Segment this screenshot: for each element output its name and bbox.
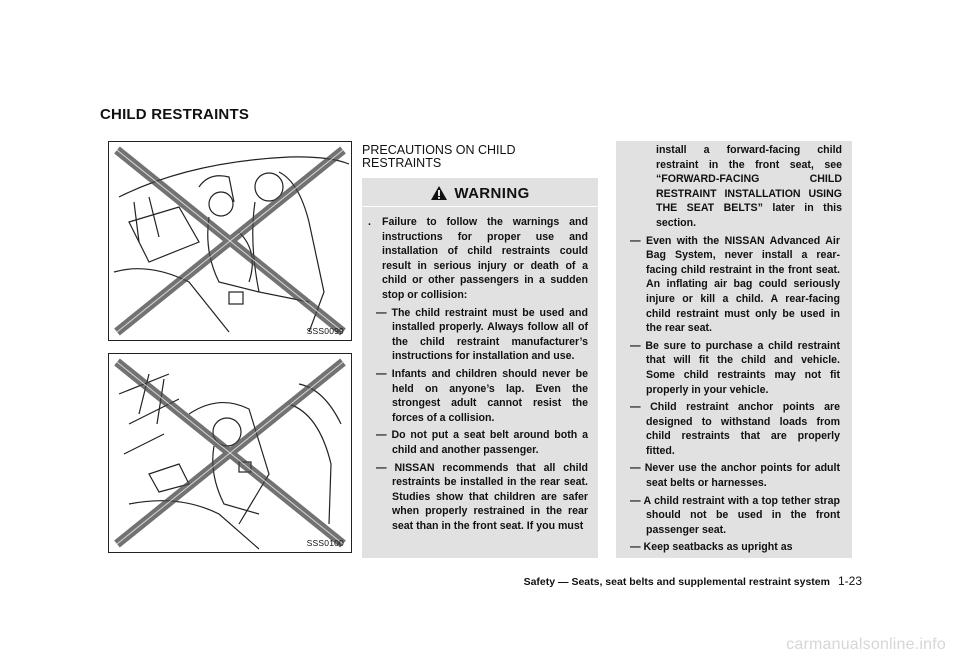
page-number: 1-23 <box>837 574 862 588</box>
warning-box-continued <box>616 141 852 558</box>
figure-code: SSS0100 <box>306 538 344 548</box>
section-title: CHILD RESTRAINTS <box>100 106 250 123</box>
watermark: carmanualsonline.info <box>786 636 946 653</box>
warning-box <box>362 178 598 558</box>
warning-item: — Do not put a seat belt around both a child and another passenger. <box>376 429 588 456</box>
figure-rear-facing-airbag <box>108 353 352 553</box>
bullet-dot: . <box>368 216 371 228</box>
warning-bullet <box>362 215 598 303</box>
warning-header <box>362 180 598 207</box>
figure-front-seat-child <box>108 141 352 341</box>
warning-triangle-icon <box>430 185 448 201</box>
warning-item: — Infants and children should never be held on anyone’s lap. Even the strongest adult cannot resist the forces of a collision. <box>376 367 588 424</box>
warning-item: — Keep seatbacks as upright as <box>630 541 793 554</box>
warning-item: — Be sure to purchase a child restraint that will fit the child and vehicle. Some child restraints may not fit properly in your vehicle. <box>630 339 840 396</box>
page-footer <box>482 574 862 588</box>
figure-code: SSS0099 <box>306 326 344 336</box>
footer-text: Safety — Seats, seat belts and supplemental restraint system <box>523 576 830 588</box>
warning-title: WARNING <box>454 184 530 202</box>
prohibited-front-seat-child-illustration <box>109 142 351 340</box>
warning-item: — A child restraint with a top tether strap should not be used in the front passenger seat. <box>630 494 840 536</box>
warning-bullet-text: Failure to follow the warnings and instructions for proper use and installation of child restraints could result in serious injury or death of a child or other passengers in a sudden stop or collision: <box>382 216 588 301</box>
warning-item: — Never use the anchor points for adult seat belts or harnesses. <box>630 462 840 490</box>
warning-item: — Even with the NISSAN Advanced Air Bag System, never install a rear-facing child restraint in the front seat. An inflating air bag could seriously injure or kill a child. A rear-facing child restraint must only be used in the rear seat. <box>630 234 840 335</box>
warning-continuation: install a forward-facing child restraint in the front seat, see “FORWARD-FACING CHILD RESTRAINT INSTALLATION USING THE SEAT BELTS” later in this section. <box>656 144 842 229</box>
precautions-subheading: PRECAUTIONS ON CHILD RESTRAINTS <box>362 143 516 170</box>
warning-item: — The child restraint must be used and installed properly. Always follow all of the child restraint manufacturer’s instructions for installation and use. <box>376 306 588 363</box>
warning-item: — NISSAN recommends that all child restraints be installed in the rear seat. Studies show that children are safer when properly restrained in the rear seat than in the front seat. If you must <box>376 461 588 532</box>
prohibited-rear-facing-airbag-illustration <box>109 354 351 552</box>
warning-item: — Child restraint anchor points are designed to withstand loads from child restraints that are properly fitted. <box>630 401 840 457</box>
